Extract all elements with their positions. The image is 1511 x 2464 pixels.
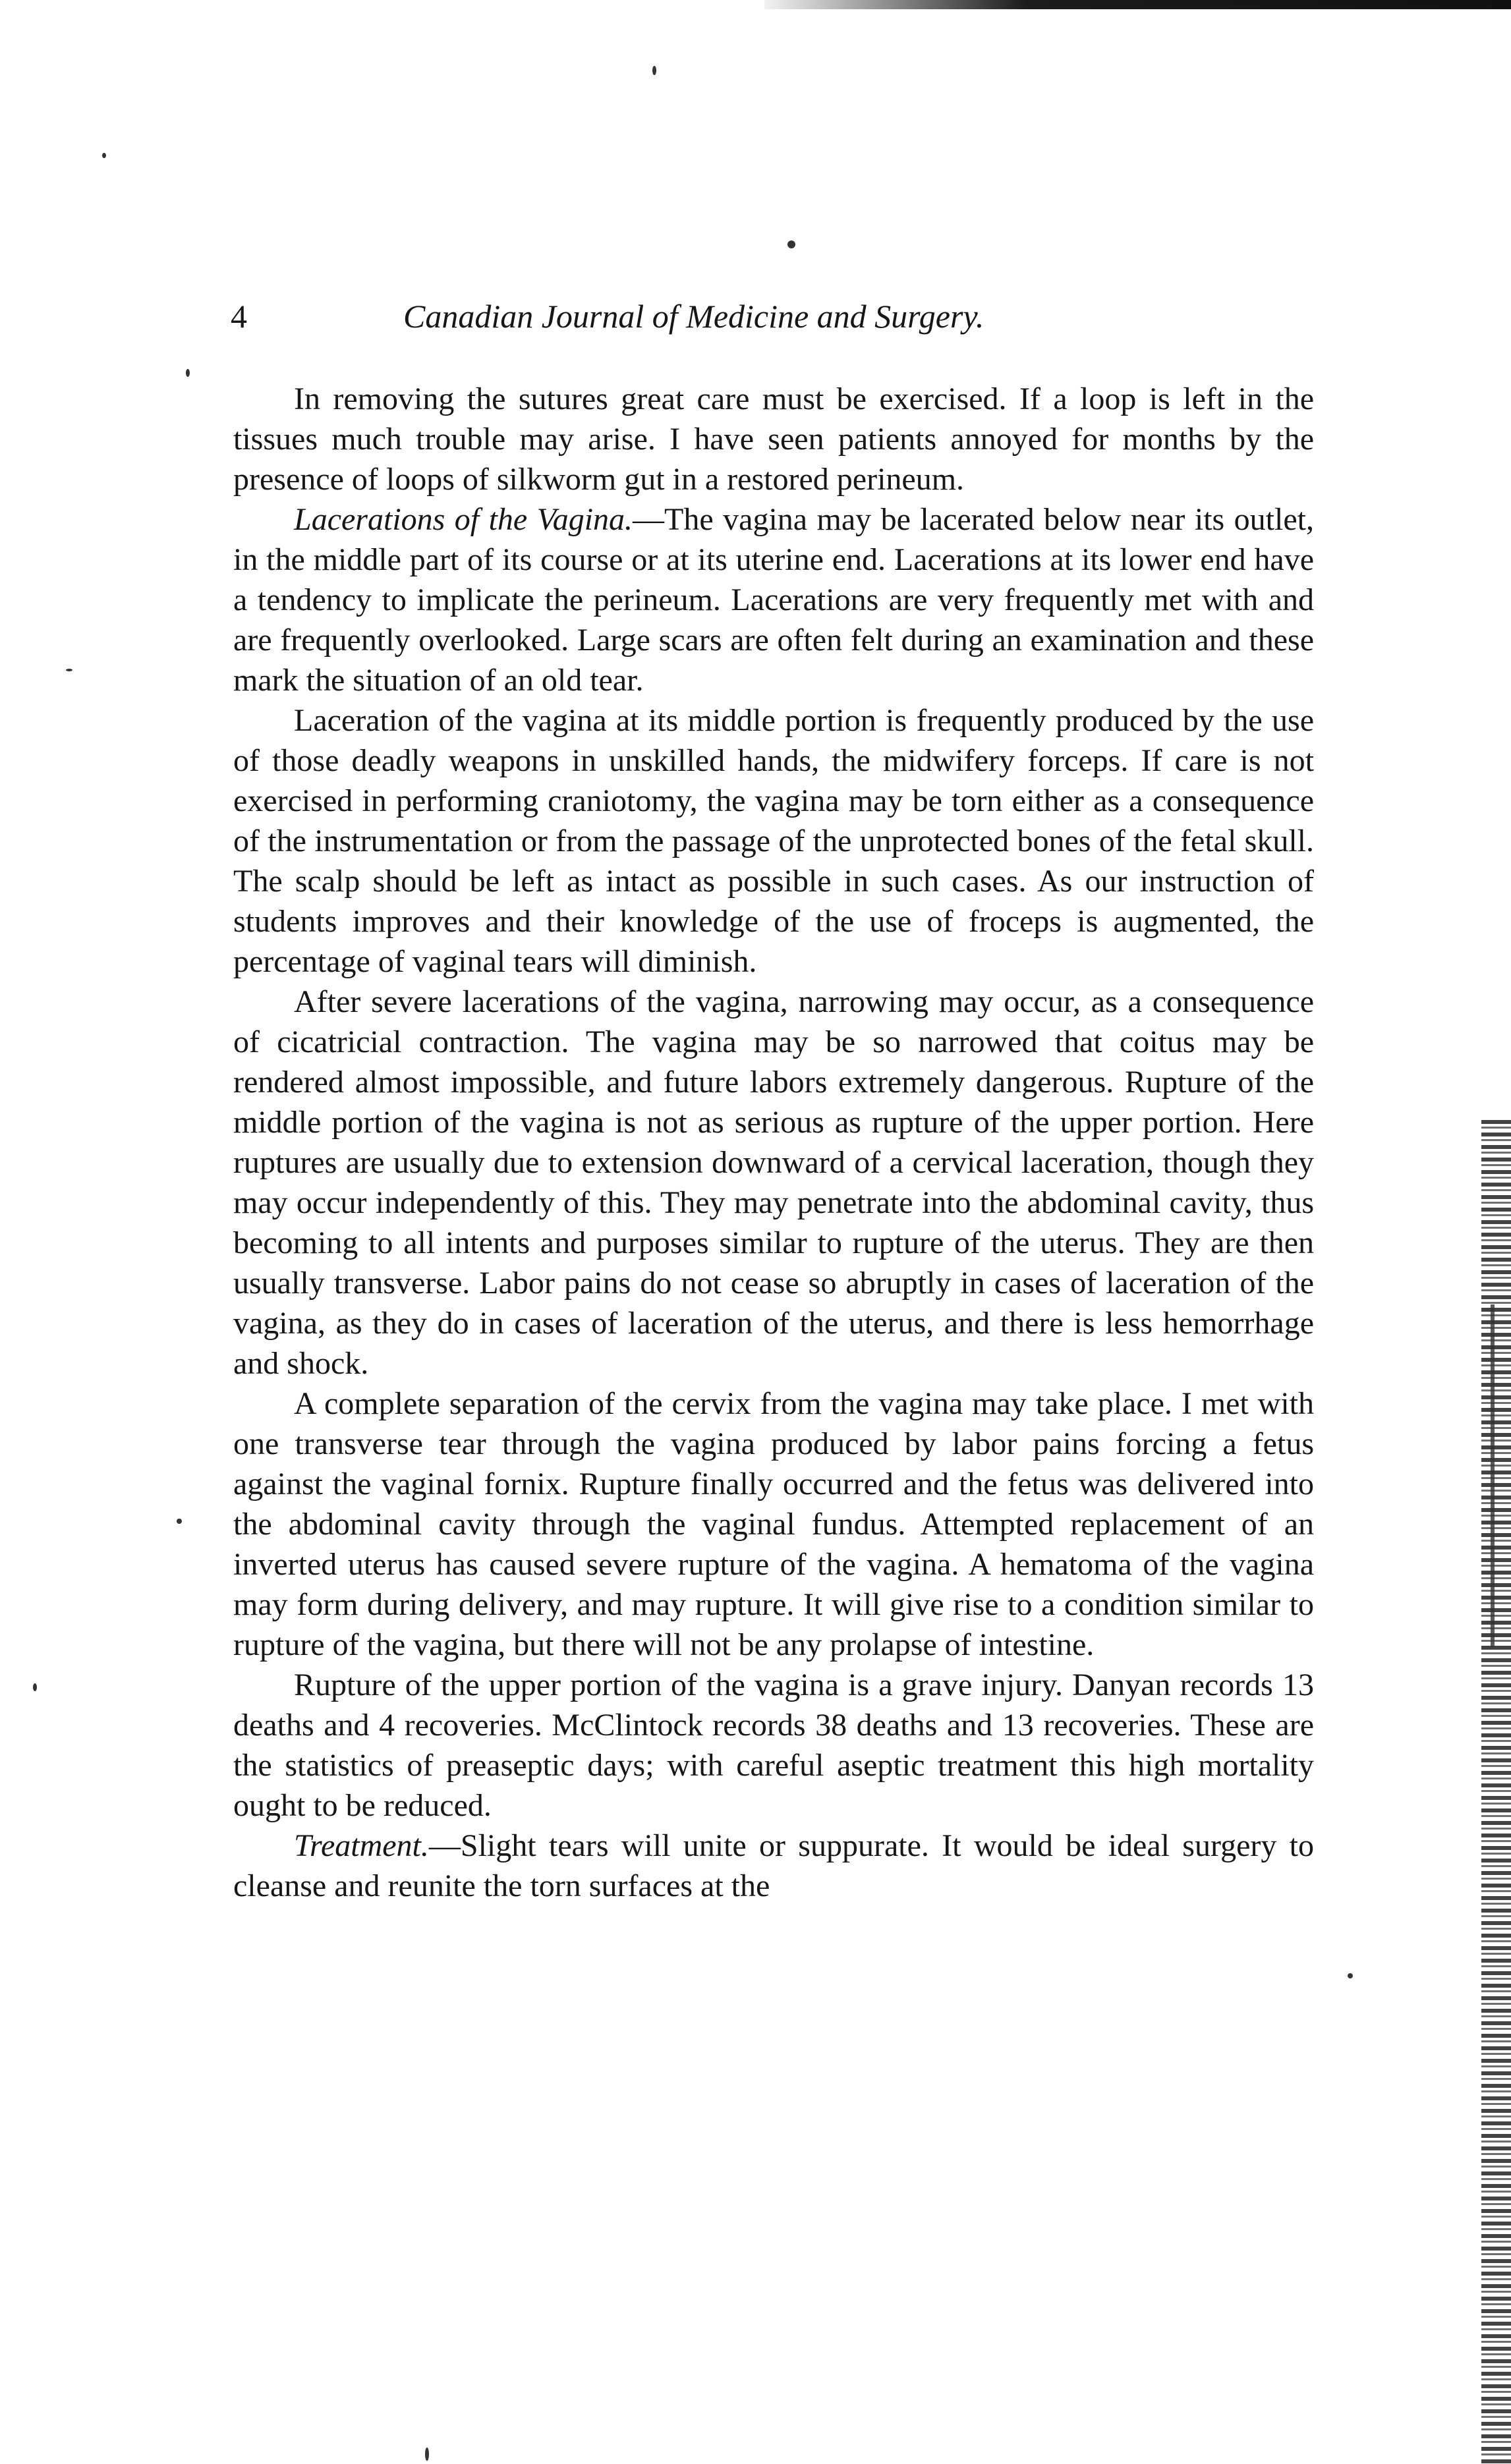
scan-edge-right-upper	[1491, 1304, 1495, 1647]
paragraph-text: —The vagina may be lacerated below near its outlet, in the middle part of its course or at its uterine end. Lacerations at its lower end have a tendency to implicate the perineum. Lacerations are very frequently met with and are frequently overlooked. Large scars are often felt during an examination and these mark the situation of an old tear.	[233, 502, 1314, 698]
paragraph-text: A complete separation of the cervix from the vagina may take place. I met with one transverse tear through the vagina produced by labor pains forcing a fetus against the vaginal fornix. Rupture finally occurred and the fetus was delivered into the abdominal cavity through the vaginal fundus. Attempted replacement of an inverted uterus has caused severe rupture of the vagina. A hematoma of the vagina may form during delivery, and may rupture. It will give rise to a condition similar to rupture of the vagina, but there will not be any prolapse of intestine.	[233, 1386, 1314, 1662]
paragraph-text: Rupture of the upper portion of the vagina is a grave injury. Danyan records 13 deaths and 4 recoveries. McClintock records 38 deaths and 13 recoveries. These are the statistics of preaseptic days; with careful aseptic treatment this high mortality ought to be reduced.	[233, 1667, 1314, 1823]
paragraph	[233, 1384, 1314, 1665]
article-body	[233, 379, 1314, 1906]
paragraph	[233, 379, 1314, 499]
section-heading-treatment: Treatment.	[294, 1828, 429, 1863]
scan-edge-top	[764, 0, 1511, 9]
paragraph	[233, 700, 1314, 982]
scan-speck	[186, 369, 190, 377]
paragraph	[233, 982, 1314, 1384]
page-number: 4	[231, 298, 247, 335]
scan-edge-right	[1481, 1120, 1511, 2464]
paragraph	[233, 499, 1314, 700]
paragraph-text: In removing the sutures great care must be exercised. If a loop is left in the tissues much trouble may arise. I have seen patients annoyed for months by the presence of loops of silkworm gut in a restored perineum.	[233, 381, 1314, 497]
scan-speck	[787, 240, 795, 248]
scan-speck	[1348, 1973, 1353, 1978]
scan-speck	[102, 153, 106, 158]
section-heading-lacerations-of-the-vagina: Lacerations of the Vagina.	[294, 502, 633, 537]
paragraph-text: —Slight tears will unite or suppurate. It would be ideal surgery to cleanse and reunite the torn surfaces at the	[233, 1828, 1314, 1903]
scan-speck	[177, 1519, 182, 1524]
paragraph	[233, 1665, 1314, 1826]
paragraph	[233, 1826, 1314, 1906]
paragraph-text: Laceration of the vagina at its middle portion is frequently produced by the use of those deadly weapons in unskilled hands, the midwifery forceps. If care is not exercised in performing craniotomy, the vagina may be torn either as a consequence of the instrumentation or from the passage of the unprotected bones of the fetal skull. The scalp should be left as intact as possible in such cases. As our instruction of students improves and their knowledge of the use of froceps is augmented, the percentage of vaginal tears will diminish.	[233, 703, 1314, 979]
scan-speck	[425, 2448, 429, 2461]
scan-speck	[33, 1683, 37, 1691]
paragraph-text: After severe lacerations of the vagina, narrowing may occur, as a consequence of cicatricial contraction. The vagina may be so narrowed that coitus may be rendered almost impossible, and future labors extremely dangerous. Rupture of the middle portion of the vagina is not as serious as rupture of the upper portion. Here ruptures are usually due to extension downward of a cervical laceration, though they may occur independently of this. They may penetrate into the abdominal cavity, thus becoming to all intents and purposes similar to rupture of the uterus. They are then usually transverse. Labor pains do not cease so abruptly in cases of laceration of the vagina, as they do in cases of laceration of the uterus, and there is less hemorrhage and shock.	[233, 984, 1314, 1381]
scan-speck	[66, 669, 72, 671]
journal-title: Canadian Journal of Medicine and Surgery.	[403, 298, 984, 335]
scan-speck	[652, 66, 656, 75]
page-header	[231, 290, 1311, 343]
